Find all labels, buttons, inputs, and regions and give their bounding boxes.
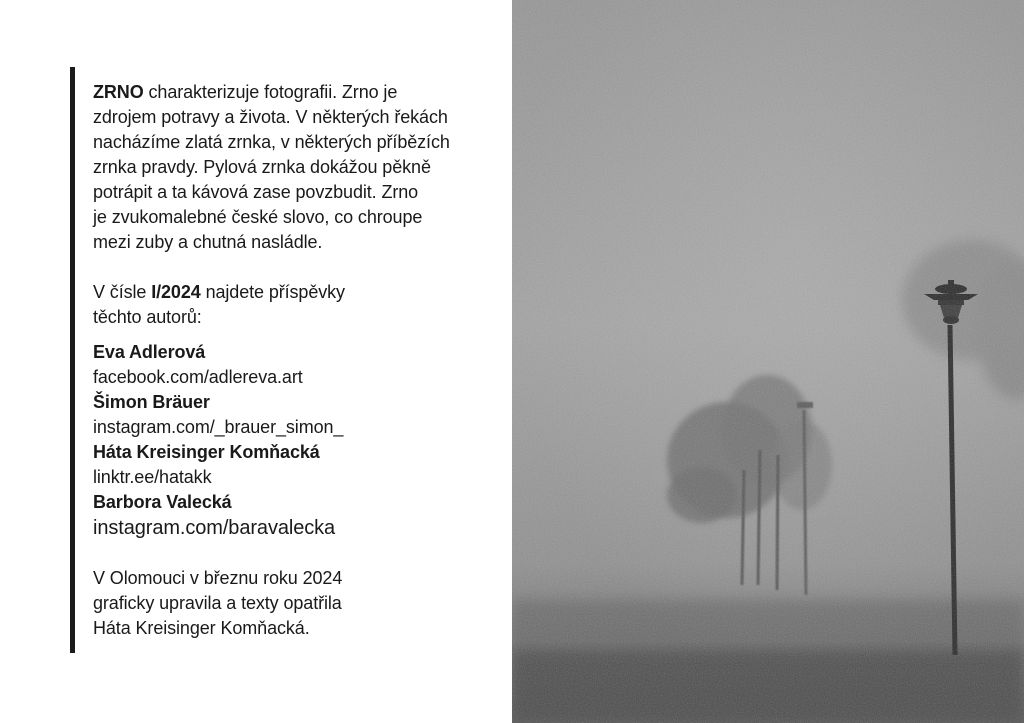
- intro-lead: ZRNO: [93, 82, 144, 102]
- issue-suffix: najdete příspěvky: [200, 282, 345, 302]
- author-link[interactable]: instagram.com/baravalecka: [93, 517, 336, 539]
- issue-number: I/2024: [151, 282, 201, 302]
- author-name: Háta Kreisinger Komňacká: [93, 442, 320, 462]
- intro-line: je zvukomalebné české slovo, co chroupe: [93, 207, 423, 227]
- author-name: Eva Adlerová: [93, 342, 206, 362]
- credits-line: Háta Kreisinger Komňacká.: [93, 618, 310, 638]
- author-link[interactable]: instagram.com/_brauer_simon_: [93, 417, 344, 437]
- intro-line: charakterizuje fotografii. Zrno je: [143, 82, 398, 102]
- issue-line2: těchto autorů:: [93, 307, 202, 327]
- credits-paragraph: [93, 566, 493, 641]
- photo-svg: [512, 0, 1024, 723]
- issue-paragraph: [93, 280, 493, 330]
- intro-paragraph: [93, 80, 493, 255]
- intro-line: potrápit a ta kávová zase povzbudit. Zrno: [93, 182, 419, 202]
- credits-line: graficky upravila a texty opatřila: [93, 593, 342, 613]
- author-link[interactable]: linktr.ee/hatakk: [93, 467, 212, 487]
- intro-line: zdrojem potravy a života. V některých řekách: [93, 107, 448, 127]
- accent-bar: [70, 67, 75, 653]
- text-content: [93, 80, 493, 641]
- author-list: [93, 340, 493, 542]
- issue-prefix: V čísle: [93, 282, 152, 302]
- intro-line: mezi zuby a chutná nasládle.: [93, 232, 323, 252]
- intro-line: nacházíme zlatá zrnka, v některých příbězích: [93, 132, 450, 152]
- author-name: Šimon Bräuer: [93, 392, 210, 412]
- author-link[interactable]: facebook.com/adlereva.art: [93, 367, 303, 387]
- intro-line: zrnka pravdy. Pylová zrnka dokážou pěkně: [93, 157, 431, 177]
- credits-line: V Olomouci v březnu roku 2024: [93, 568, 343, 588]
- author-name: Barbora Valecká: [93, 492, 232, 512]
- foggy-park-photo: [512, 0, 1024, 723]
